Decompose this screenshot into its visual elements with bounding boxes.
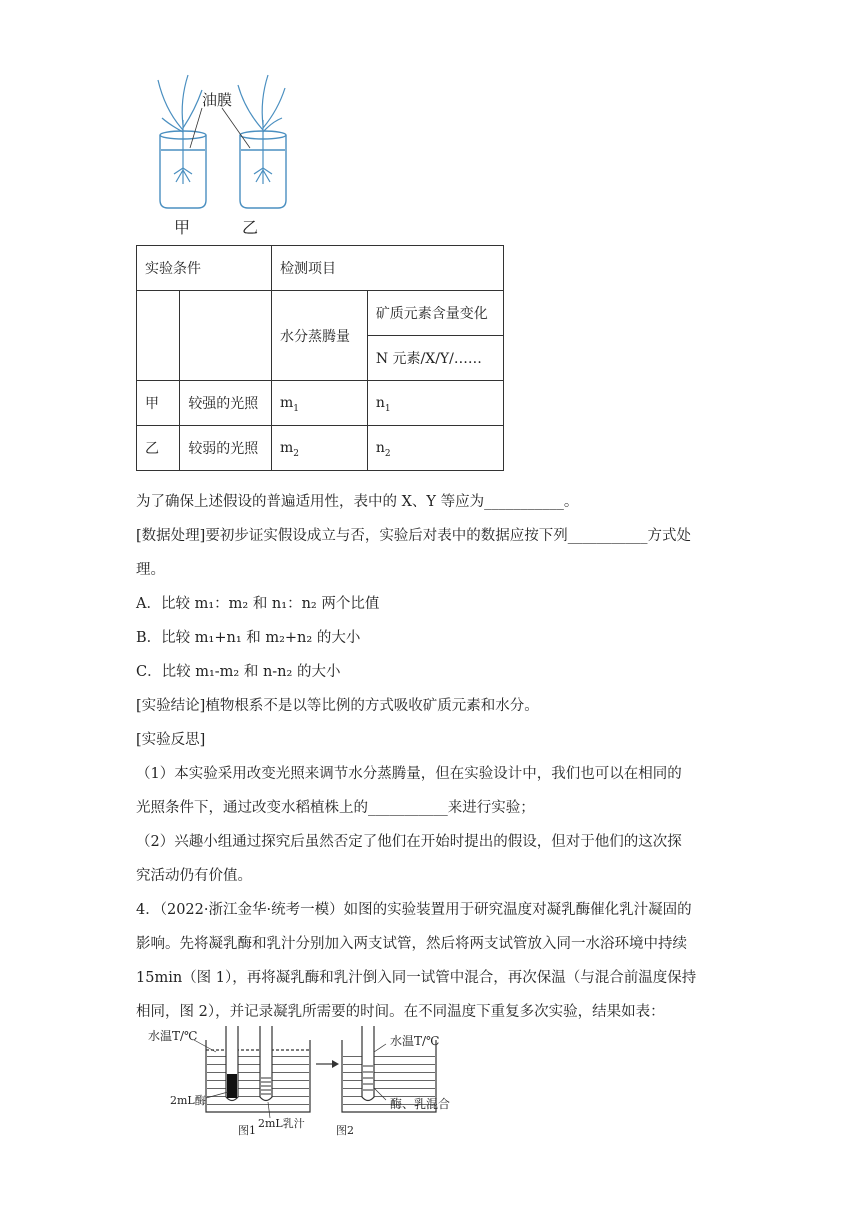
blank-cell-1 (137, 291, 180, 381)
mixed-label: 酶、乳混合 (390, 1097, 451, 1111)
question-4-line: 4．（2022·浙江金华·统考一模）如图的实验装置用于研究温度对凝乳酶催化乳汁凝固的 (136, 902, 692, 918)
text-line: 为了确保上述假设的普遍适用性，表中的 X、Y 等应为___________。 (136, 494, 579, 510)
option-a: A．比较 m₁：m₂ 和 n₁：n₂ 两个比值 (136, 596, 380, 612)
n-subscript: 2 (384, 448, 391, 459)
n-symbol: n (375, 440, 385, 456)
text-line: [实验结论]植物根系不是以等比例的方式吸收矿质元素和水分。 (136, 698, 539, 714)
text-line: （2）兴趣小组通过探究后虽然否定了他们在开始时提出的假设，但对于他们的这次探 (136, 834, 682, 850)
m-subscript: 1 (293, 403, 300, 414)
row-n (367, 426, 503, 471)
question-4-line: 相同，图 2），并记录凝乳所需要的时间。在不同温度下重复多次实验，结果如表： (136, 1004, 665, 1020)
row-n (367, 381, 503, 426)
text-line: [实验反思] (136, 732, 206, 748)
text-line: （1）本实验采用改变光照来调节水分蒸腾量，但在实验设计中，我们也可以在相同的 (136, 766, 682, 782)
n-subscript: 1 (384, 403, 391, 414)
jar-b-label: 乙 (242, 218, 259, 237)
col-water: 水分蒸腾量 (272, 291, 368, 381)
water-temp-label-left: 水温T/℃ (148, 1029, 198, 1043)
m-symbol: m (280, 395, 294, 411)
milk-label: 2mL乳汁 (258, 1117, 305, 1130)
experiment-table (136, 245, 504, 471)
question-4-line: 15min（图 1），再将凝乳酶和乳汁倒入同一试管中混合，再次保温（与混合前温度保持 (136, 970, 697, 986)
text-line: 理。 (136, 562, 165, 578)
table-row (137, 426, 504, 471)
m-subscript: 2 (293, 448, 300, 459)
fig1-caption: 图1 (238, 1124, 256, 1137)
col-mineral-sub: N 元素/X/Y/…… (367, 336, 503, 381)
jar-a-label: 甲 (174, 218, 191, 237)
n-symbol: n (375, 395, 385, 411)
header-conditions: 实验条件 (137, 246, 272, 291)
water-temp-label-right: 水温T/℃ (390, 1034, 440, 1048)
table-row (137, 381, 504, 426)
beaker-figure (140, 1022, 460, 1137)
oil-film-label: 油膜 (202, 91, 233, 109)
question-4-line: 影响。先将凝乳酶和乳汁分别加入两支试管，然后将两支试管放入同一水浴环境中持续 (136, 936, 687, 952)
blank-cell-2 (180, 291, 272, 381)
row-m (272, 426, 368, 471)
row-m (272, 381, 368, 426)
text-line: [数据处理]要初步证实假设成立与否，实验后对表中的数据应按下列___________方式处 (136, 528, 692, 544)
enzyme-label: 2mL酶 (170, 1094, 206, 1107)
text-line: 光照条件下，通过改变水稻植株上的___________来进行实验； (136, 800, 535, 816)
m-symbol: m (280, 440, 294, 456)
fig2-caption: 图2 (336, 1124, 354, 1137)
row-name: 乙 (137, 426, 180, 471)
header-items: 检测项目 (272, 246, 504, 291)
row-name: 甲 (137, 381, 180, 426)
text-line: 究活动仍有价值。 (136, 868, 252, 884)
col-mineral: 矿质元素含量变化 (367, 291, 503, 336)
row-light: 较弱的光照 (180, 426, 272, 471)
row-light: 较强的光照 (180, 381, 272, 426)
option-b: B．比较 m₁+n₁ 和 m₂+n₂ 的大小 (136, 630, 361, 646)
option-c: C．比较 m₁-m₂ 和 n-n₂ 的大小 (136, 664, 341, 680)
plant-figure (140, 70, 310, 240)
